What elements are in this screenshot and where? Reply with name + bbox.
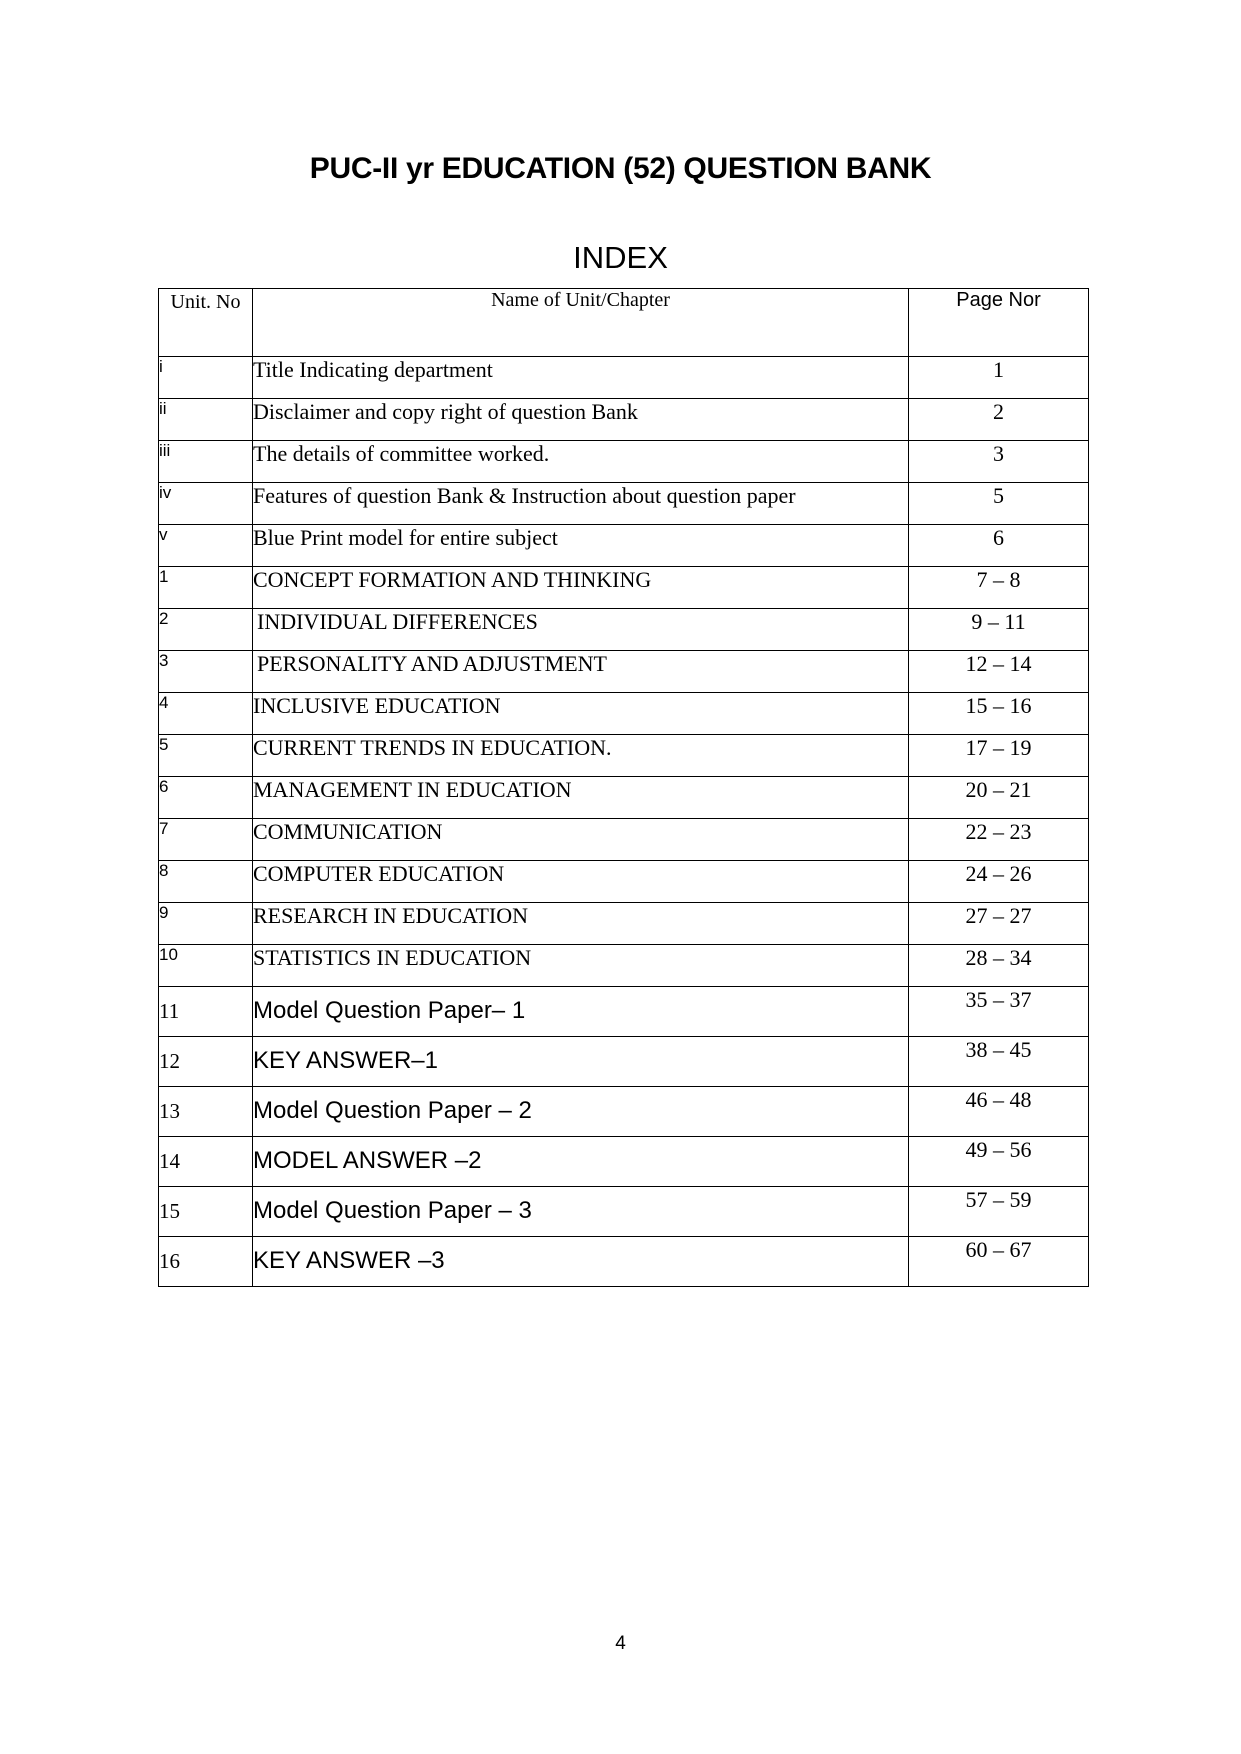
page-cell: 28 – 34 <box>909 945 1089 987</box>
page-cell: 24 – 26 <box>909 861 1089 903</box>
table-row <box>159 1137 1089 1187</box>
table-row <box>159 357 1089 399</box>
table-row <box>159 609 1089 651</box>
unit-cell: 14 <box>159 1137 253 1187</box>
table-row <box>159 987 1089 1037</box>
unit-cell: ii <box>159 399 253 441</box>
unit-cell: 8 <box>159 861 253 903</box>
page-cell: 57 – 59 <box>909 1187 1089 1237</box>
chapter-cell: Blue Print model for entire subject <box>253 525 909 567</box>
table-row <box>159 1187 1089 1237</box>
header-page-no: Page Nor <box>909 289 1089 357</box>
page-cell: 5 <box>909 483 1089 525</box>
page-cell: 27 – 27 <box>909 903 1089 945</box>
unit-cell: 10 <box>159 945 253 987</box>
table-row <box>159 441 1089 483</box>
unit-cell: v <box>159 525 253 567</box>
chapter-cell: KEY ANSWER–1 <box>253 1037 909 1087</box>
unit-cell: 6 <box>159 777 253 819</box>
page-cell: 38 – 45 <box>909 1037 1089 1087</box>
unit-cell: iv <box>159 483 253 525</box>
table-row <box>159 903 1089 945</box>
page-cell: 2 <box>909 399 1089 441</box>
unit-cell: 7 <box>159 819 253 861</box>
unit-cell: 16 <box>159 1237 253 1287</box>
index-table <box>158 288 1089 1287</box>
chapter-cell: The details of committee worked. <box>253 441 909 483</box>
table-row <box>159 483 1089 525</box>
table-row <box>159 1237 1089 1287</box>
page-cell: 6 <box>909 525 1089 567</box>
chapter-cell: MODEL ANSWER –2 <box>253 1137 909 1187</box>
chapter-cell: COMMUNICATION <box>253 819 909 861</box>
chapter-cell: Model Question Paper – 2 <box>253 1087 909 1137</box>
chapter-cell: Title Indicating department <box>253 357 909 399</box>
unit-cell: i <box>159 357 253 399</box>
table-row <box>159 567 1089 609</box>
page-cell: 20 – 21 <box>909 777 1089 819</box>
page-cell: 46 – 48 <box>909 1087 1089 1137</box>
page-cell: 3 <box>909 441 1089 483</box>
chapter-cell: Model Question Paper – 3 <box>253 1187 909 1237</box>
table-row <box>159 1037 1089 1087</box>
table-row <box>159 819 1089 861</box>
table-row <box>159 777 1089 819</box>
page-cell: 9 – 11 <box>909 609 1089 651</box>
unit-cell: iii <box>159 441 253 483</box>
table-row <box>159 945 1089 987</box>
unit-cell: 15 <box>159 1187 253 1237</box>
document-title: PUC-II yr EDUCATION (52) QUESTION BANK <box>309 152 932 185</box>
page-cell: 22 – 23 <box>909 819 1089 861</box>
table-row <box>159 525 1089 567</box>
chapter-cell: RESEARCH IN EDUCATION <box>253 903 909 945</box>
page-cell: 15 – 16 <box>909 693 1089 735</box>
table-header-row <box>159 289 1089 357</box>
table-row <box>159 1087 1089 1137</box>
chapter-cell: PERSONALITY AND ADJUSTMENT <box>253 651 909 693</box>
unit-cell: 3 <box>159 651 253 693</box>
chapter-cell: Disclaimer and copy right of question Bank <box>253 399 909 441</box>
page-number: 4 <box>615 1633 626 1654</box>
chapter-cell: INDIVIDUAL DIFFERENCES <box>253 609 909 651</box>
unit-cell: 2 <box>159 609 253 651</box>
table-row <box>159 861 1089 903</box>
table-row <box>159 399 1089 441</box>
chapter-cell: INCLUSIVE EDUCATION <box>253 693 909 735</box>
unit-cell: 4 <box>159 693 253 735</box>
unit-cell: 5 <box>159 735 253 777</box>
chapter-cell: KEY ANSWER –3 <box>253 1237 909 1287</box>
unit-cell: 11 <box>159 987 253 1037</box>
table-row <box>159 735 1089 777</box>
page-cell: 7 – 8 <box>909 567 1089 609</box>
index-heading: INDEX <box>573 240 668 275</box>
unit-cell: 13 <box>159 1087 253 1137</box>
chapter-cell: CONCEPT FORMATION AND THINKING <box>253 567 909 609</box>
chapter-cell: STATISTICS IN EDUCATION <box>253 945 909 987</box>
table-row <box>159 693 1089 735</box>
table-row <box>159 651 1089 693</box>
chapter-cell: MANAGEMENT IN EDUCATION <box>253 777 909 819</box>
header-chapter-name: Name of Unit/Chapter <box>253 289 909 357</box>
chapter-cell: COMPUTER EDUCATION <box>253 861 909 903</box>
page-cell: 17 – 19 <box>909 735 1089 777</box>
chapter-cell: Features of question Bank & Instruction about question paper <box>253 483 909 525</box>
unit-cell: 1 <box>159 567 253 609</box>
header-unit-no: Unit. No <box>159 289 253 357</box>
page-cell: 35 – 37 <box>909 987 1089 1037</box>
page-cell: 1 <box>909 357 1089 399</box>
chapter-cell: Model Question Paper– 1 <box>253 987 909 1037</box>
page-cell: 60 – 67 <box>909 1237 1089 1287</box>
unit-cell: 9 <box>159 903 253 945</box>
unit-cell: 12 <box>159 1037 253 1087</box>
page-cell: 49 – 56 <box>909 1137 1089 1187</box>
chapter-cell: CURRENT TRENDS IN EDUCATION. <box>253 735 909 777</box>
page-cell: 12 – 14 <box>909 651 1089 693</box>
